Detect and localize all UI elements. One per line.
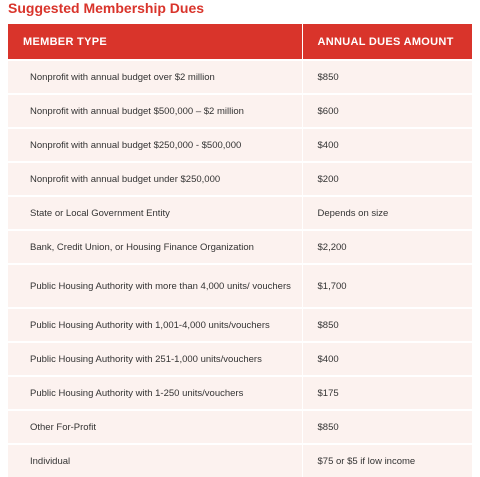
table-row	[8, 264, 472, 308]
member-type-cell: Nonprofit with annual budget over $2 million	[8, 60, 302, 94]
dues-amount-cell: Depends on size	[302, 196, 472, 230]
table-row	[8, 444, 472, 477]
member-type-cell: State or Local Government Entity	[8, 196, 302, 230]
member-type-header: MEMBER TYPE	[8, 24, 302, 60]
dues-amount-cell: $850	[302, 410, 472, 444]
table-row	[8, 94, 472, 128]
member-type-cell: Public Housing Authority with 251-1,000 units/vouchers	[8, 342, 302, 376]
member-type-cell: Other For-Profit	[8, 410, 302, 444]
member-type-cell: Nonprofit with annual budget $250,000 - $500,000	[8, 128, 302, 162]
table-row	[8, 196, 472, 230]
dues-amount-cell: $75 or $5 if low income	[302, 444, 472, 477]
dues-amount-cell: $1,700	[302, 264, 472, 308]
table-header-row	[8, 24, 472, 60]
member-type-cell: Nonprofit with annual budget $500,000 – $2 million	[8, 94, 302, 128]
table-row	[8, 410, 472, 444]
annual-dues-header: ANNUAL DUES AMOUNT	[302, 24, 472, 60]
table-row	[8, 162, 472, 196]
table-row	[8, 342, 472, 376]
table-row	[8, 128, 472, 162]
dues-amount-cell: $850	[302, 308, 472, 342]
dues-amount-cell: $400	[302, 342, 472, 376]
member-type-cell: Public Housing Authority with 1-250 units/vouchers	[8, 376, 302, 410]
member-type-cell: Individual	[8, 444, 302, 477]
dues-amount-cell: $200	[302, 162, 472, 196]
membership-dues-table	[8, 24, 472, 477]
member-type-cell: Public Housing Authority with 1,001-4,000 units/vouchers	[8, 308, 302, 342]
dues-amount-cell: $600	[302, 94, 472, 128]
dues-amount-cell: $850	[302, 60, 472, 94]
table-row	[8, 230, 472, 264]
member-type-cell: Bank, Credit Union, or Housing Finance Organization	[8, 230, 302, 264]
dues-amount-cell: $400	[302, 128, 472, 162]
page-title: Suggested Membership Dues	[8, 0, 205, 16]
table-row	[8, 376, 472, 410]
dues-amount-cell: $175	[302, 376, 472, 410]
dues-amount-cell: $2,200	[302, 230, 472, 264]
member-type-cell: Nonprofit with annual budget under $250,000	[8, 162, 302, 196]
member-type-cell: Public Housing Authority with more than 4,000 units/ vouchers	[8, 264, 302, 308]
table-row	[8, 308, 472, 342]
table-row	[8, 60, 472, 94]
